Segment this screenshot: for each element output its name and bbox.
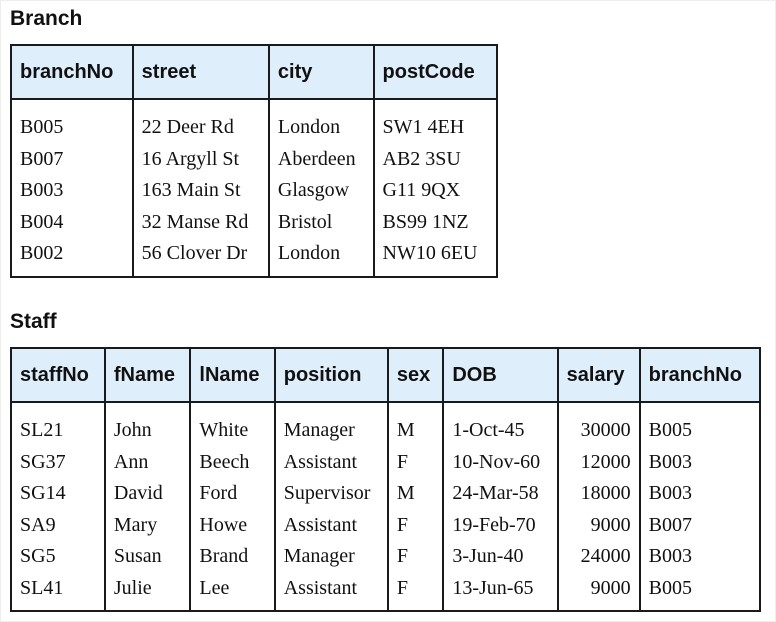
branch-column-cells: [269, 99, 374, 277]
staff-table-cell: Julie: [113, 576, 152, 599]
branch-table-cell: BS99 1NZ: [382, 210, 469, 233]
staff-table-cell: Supervisor: [283, 482, 371, 504]
staff-column-cells: [11, 402, 105, 611]
staff-table-cell: F: [396, 576, 408, 599]
branch-table-cell: NW10 6EU: [382, 242, 478, 264]
staff-table-cell: 12000: [580, 450, 631, 473]
staff-table-cell: 1-Oct-45: [452, 419, 525, 441]
staff-table-cell: 10-Nov-60: [452, 450, 541, 473]
staff-column-header: staffNo: [11, 348, 105, 402]
branch-table-cell: B004: [20, 210, 64, 233]
staff-table-cell: White: [199, 419, 249, 441]
staff-table-cell: SL41: [20, 576, 64, 599]
staff-table-cell: Manager: [283, 545, 355, 567]
staff-table-cell: B005: [648, 576, 692, 599]
staff-table-cell: Brand: [199, 545, 249, 567]
staff-header-row: [11, 348, 760, 402]
staff-column-cells: [388, 402, 444, 611]
staff-table-cell: 3-Jun-40: [452, 545, 524, 567]
staff-table-cell: F: [396, 513, 408, 536]
branch-table-cell: G11 9QX: [382, 179, 461, 201]
branch-column-header: branchNo: [11, 45, 133, 99]
staff-table-cell: Manager: [283, 419, 355, 441]
staff-table-cell: 9000: [590, 576, 631, 599]
branch-table-cell: 16 Argyll St: [141, 147, 240, 170]
staff-table-cell: 30000: [580, 419, 631, 441]
staff-column-header: branchNo: [640, 348, 760, 402]
branch-table-cell: B002: [20, 242, 64, 264]
branch-table-cell: B003: [20, 179, 64, 201]
branch-column-cells: [374, 99, 497, 277]
staff-column-header: DOB: [443, 348, 557, 402]
branch-table-cell: 56 Clover Dr: [141, 242, 248, 264]
staff-table-cell: M: [396, 419, 415, 441]
staff-column-cells: [640, 402, 760, 611]
branch-table-cell: SW1 4EH: [382, 116, 465, 138]
branch-table-cell: Glasgow: [277, 179, 350, 201]
branch-header-row: [11, 45, 497, 99]
staff-column-header: position: [275, 348, 388, 402]
staff-table-cell: SA9: [20, 513, 56, 536]
staff-table-cell: M: [396, 482, 415, 504]
staff-table-cell: SG14: [20, 482, 66, 504]
branch-table-cell: Aberdeen: [277, 147, 356, 170]
staff-table-cell: Mary: [113, 513, 158, 536]
staff-table-cell: Howe: [199, 513, 248, 536]
staff-table-cell: Susan: [113, 545, 162, 567]
staff-table-cell: 24-Mar-58: [452, 482, 539, 504]
staff-table-cell: Lee: [199, 576, 230, 599]
branch-table-cell: 22 Deer Rd: [141, 116, 234, 138]
staff-table-cell: Assistant: [283, 513, 358, 536]
staff-column-cells: [275, 402, 388, 611]
staff-table-cell: B005: [648, 419, 692, 441]
staff-table-cell: Beech: [199, 450, 250, 473]
branch-column-cells: [11, 99, 133, 277]
staff-table-cell: B003: [648, 545, 692, 567]
staff-table-cell: Ford: [199, 482, 238, 504]
branch-table-cell: London: [277, 116, 341, 138]
branch-table-cell: London: [277, 242, 341, 264]
staff-table-cell: SG37: [20, 450, 66, 473]
branch-table-cell: B005: [20, 116, 64, 138]
staff-table-cell: 18000: [580, 482, 631, 504]
staff-table-title: Staff: [10, 310, 57, 333]
branch-body-row: [11, 99, 497, 277]
staff-table-cell: SG5: [20, 545, 56, 567]
staff-table-cell: B007: [648, 513, 692, 536]
branch-column-cells: [133, 99, 269, 277]
branch-table-cell: AB2 3SU: [382, 147, 461, 170]
staff-column-header: salary: [558, 348, 640, 402]
staff-table-cell: 13-Jun-65: [452, 576, 534, 599]
branch-table-cell: 32 Manse Rd: [141, 210, 249, 233]
staff-table-cell: B003: [648, 482, 692, 504]
staff-table-cell: Assistant: [283, 450, 358, 473]
staff-column-cells: [558, 402, 640, 611]
staff-table-cell: 24000: [580, 545, 631, 567]
staff-table-cell: B003: [648, 450, 692, 473]
branch-table-cell: B007: [20, 147, 64, 170]
branch-table: [10, 44, 498, 278]
staff-table-cell: 19-Feb-70: [452, 513, 536, 536]
staff-column-header: lName: [190, 348, 274, 402]
branch-column-header: postCode: [374, 45, 497, 99]
staff-column-header: sex: [388, 348, 444, 402]
staff-table-cell: F: [396, 450, 408, 473]
staff-column-header: fName: [105, 348, 191, 402]
staff-table-cell: John: [113, 419, 152, 441]
staff-table-cell: Assistant: [283, 576, 358, 599]
staff-table-cell: F: [396, 545, 408, 567]
staff-table-cell: 9000: [590, 513, 631, 536]
staff-column-cells: [105, 402, 191, 611]
branch-column-header: city: [269, 45, 374, 99]
branch-column-header: street: [133, 45, 269, 99]
branch-table-cell: 163 Main St: [141, 179, 241, 201]
staff-body-row: [11, 402, 760, 611]
staff-column-cells: [190, 402, 274, 611]
staff-table-cell: Ann: [113, 450, 149, 473]
branch-table-title: Branch: [10, 7, 83, 30]
staff-column-cells: [443, 402, 557, 611]
staff-table-cell: David: [113, 482, 163, 504]
staff-table: [10, 347, 761, 612]
branch-table-cell: Bristol: [277, 210, 333, 233]
staff-table-cell: SL21: [20, 419, 64, 441]
